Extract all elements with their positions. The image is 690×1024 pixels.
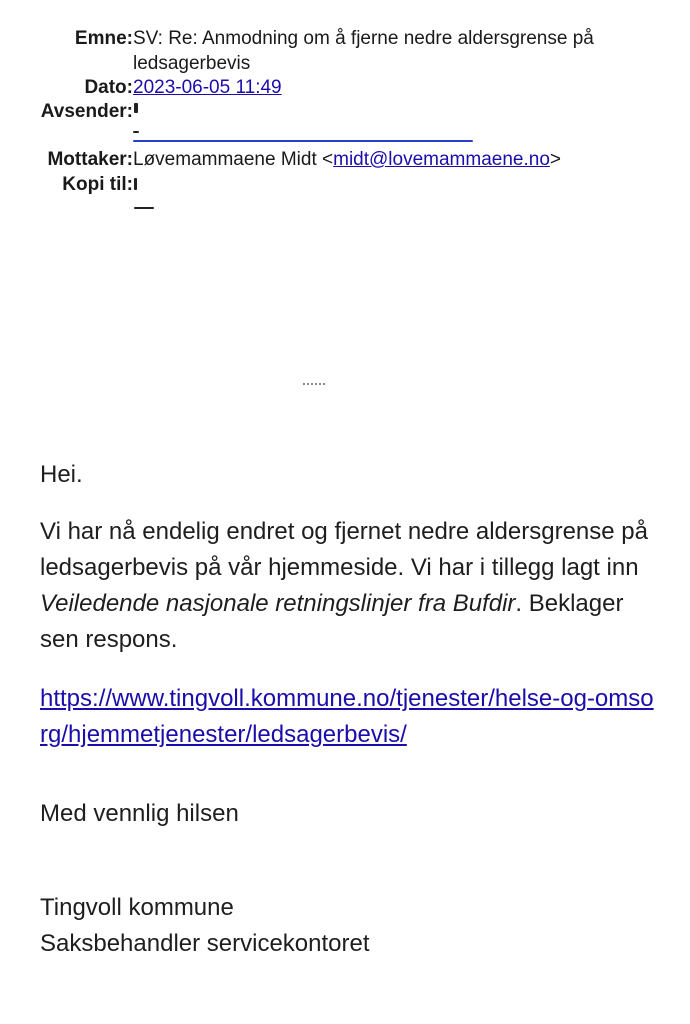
date-row — [0, 75, 690, 100]
recipient-open-bracket: < — [322, 149, 334, 170]
sender-redaction-remnant — [134, 103, 138, 113]
signature — [40, 890, 660, 962]
url-block — [40, 681, 660, 753]
closing — [40, 796, 660, 832]
signature-role: Saksbehandler servicekontoret — [40, 930, 370, 957]
cc-label: Kopi til: — [62, 174, 133, 195]
sender-value-redacted — [133, 99, 643, 124]
cc-email-bracket-remnant — [134, 207, 154, 209]
recipient-name: Løvemammaene Midt — [133, 149, 323, 170]
sender-row — [0, 99, 690, 124]
subject-row — [0, 26, 690, 76]
cc-redaction-remnant — [134, 178, 137, 190]
separator-dots — [303, 383, 325, 388]
message-paragraph — [40, 514, 660, 658]
date-link[interactable]: 2023-06-05 11:49 — [133, 77, 282, 98]
date-label: Dato: — [84, 77, 133, 98]
cc-row — [0, 172, 690, 197]
closing-text: Med vennlig hilsen — [40, 800, 239, 827]
recipient-label: Mottaker: — [47, 149, 133, 170]
date-value — [133, 75, 643, 100]
subject-value: SV: Re: Anmodning om å fjerne nedre aldersgrense på ledsagerbevis — [133, 28, 594, 74]
sender-email-bracket-remnant — [133, 131, 139, 133]
sender-email-redaction-remnant — [133, 140, 473, 142]
paragraph-text-2: . Beklager sen respons. — [40, 590, 624, 653]
recipient-value — [133, 147, 643, 172]
recipient-close-bracket: > — [549, 149, 561, 170]
greeting — [40, 457, 660, 493]
signature-org: Tingvoll kommune — [40, 894, 234, 921]
paragraph-italic-title: Veiledende nasjonale retningslinjer fra Bufdir — [40, 590, 516, 617]
recipient-row — [0, 147, 690, 172]
recipient-email-link[interactable]: midt@lovemammaene.no — [333, 149, 550, 170]
subject-label: Emne: — [74, 28, 133, 49]
cc-value-redacted — [133, 172, 643, 197]
paragraph-text-1: Vi har nå endelig endret og fjernet nedre aldersgrense på ledsagerbevis på vår hjemmeside. Vi har i tillegg lagt inn — [40, 518, 648, 581]
greeting-text: Hei. — [40, 461, 83, 488]
ledsagerbevis-url-link[interactable]: https://www.tingvoll.kommune.no/tjenester/helse-og-omsorg/hjemmetjenester/ledsagerbevis/ — [40, 685, 654, 748]
sender-label: Avsender: — [40, 101, 133, 122]
